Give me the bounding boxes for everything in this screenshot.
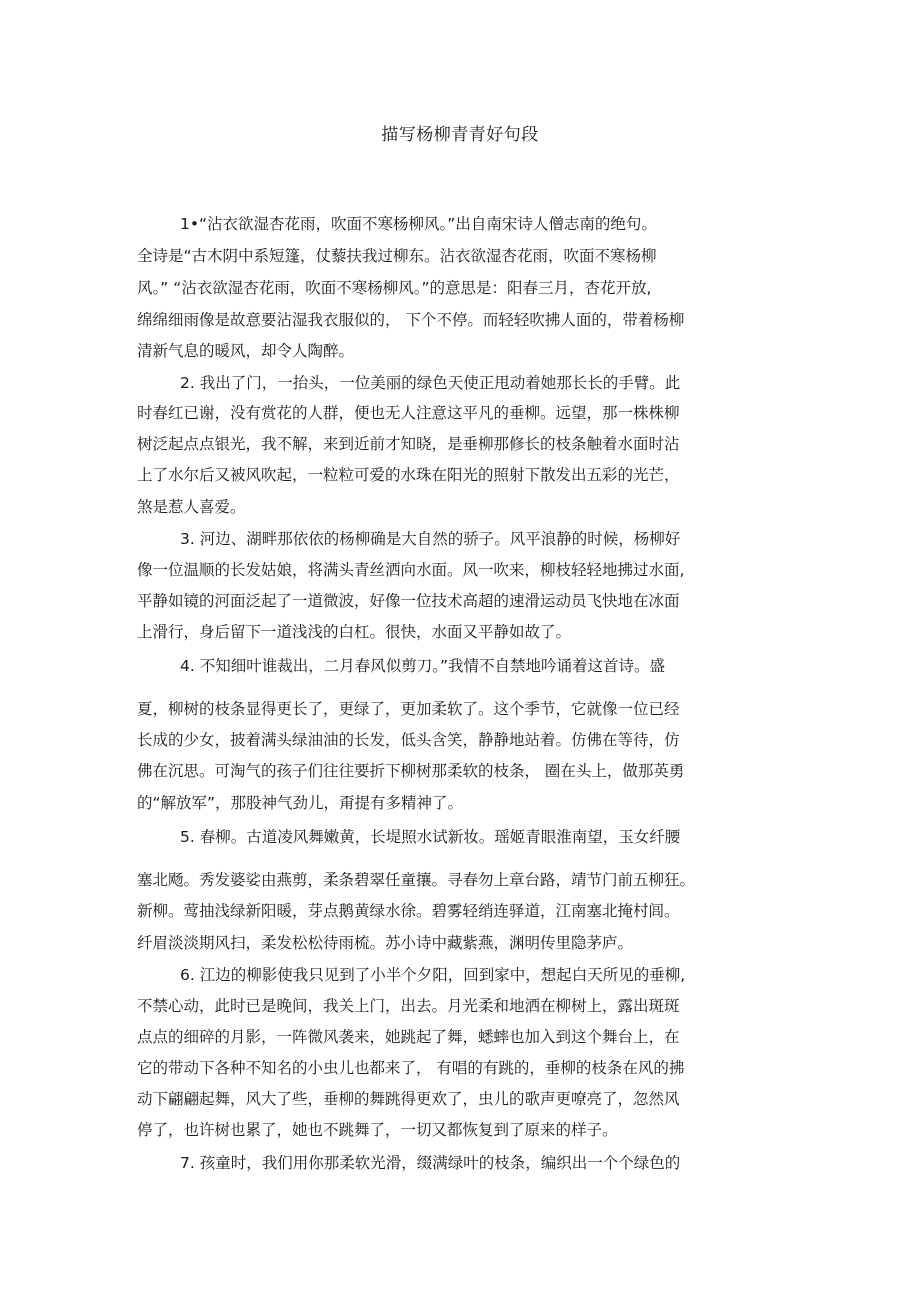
text-line: 长成的少女，披着满头绿油油的长发，低头含笑，静静地站着。仿佛在等待，仿 (137, 731, 680, 749)
text-line: 像一位温顺的长发姑娘，将满头青丝洒向水面。风一吹来，柳枝轻轻地拂过水面, (137, 561, 685, 579)
text-line: 3. 河边、湖畔那依依的杨柳确是大自然的骄子。风平浪静的时候，杨柳好 (180, 530, 681, 548)
text-line: 动下翩翩起舞，风大了些，垂柳的舞跳得更欢了，虫儿的歌声更嘹亮了，忽然风 (137, 1090, 680, 1108)
text-line: 新柳。莺抽浅绿新阳暖，芽点鹅黄绿水徐。碧雾轻绡连驿道，江南塞北掩村闾。 (137, 902, 680, 920)
text-line: 上滑行，身后留下一道浅浅的白杠。很快，水面又平静如故了。 (137, 623, 572, 641)
text-line: 1•“沾衣欲湿杏花雨，吹面不寒杨柳风。”出自南宋诗人僧志南的绝句。 (180, 215, 657, 233)
text-line: 风。” “沾衣欲湿杏花雨，吹面不寒杨柳风。”的意思是：阳春三月，杏花开放, (137, 279, 652, 297)
text-line: 停了，也许树也累了，她也不跳舞了，一切又都恢复到了原来的样子。 (137, 1121, 618, 1139)
text-line: 不禁心动，此时已是晚间，我关上门，出去。月光柔和地洒在柳树上，露出斑斑 (137, 997, 680, 1015)
text-line: 佛在沉思。可淘气的孩子们往往要折下柳树那柔软的枝条， 圈在头上，做那英勇 (137, 762, 685, 780)
text-line: 时春红已谢，没有赏花的人群，便也无人注意这平凡的垂柳。远望，那一株株柳 (137, 404, 680, 422)
text-line: 树泛起点点银光，我不解，来到近前才知晓，是垂柳那修长的枝条触着水面时沾 (137, 435, 680, 453)
text-line: 夏，柳树的枝条显得更长了，更绿了，更加柔软了。这个季节，它就像一位已经 (137, 700, 680, 718)
text-line: 全诗是“古木阴中系短篷，仗藜扶我过柳东。沾衣欲湿杏花雨，吹面不寒杨柳 (137, 247, 657, 265)
text-line: 煞是惹人喜爱。 (137, 498, 246, 516)
text-line: 上了水尔后又被风吹起，一粒粒可爱的水珠在阳光的照射下散发出五彩的光芒， (137, 466, 680, 484)
text-line: 6. 江边的柳影使我只见到了小半个夕阳，回到家中，想起白天所见的垂柳, (180, 966, 686, 984)
text-line: 2. 我出了门，一抬头，一位美丽的绿色天使正甩动着她那长长的手臂。此 (180, 374, 681, 392)
text-line: 绵绵细雨像是故意要沾湿我衣服似的， 下个不停。而轻轻吹拂人面的，带着杨柳 (137, 311, 685, 329)
text-line: 5. 春柳。古道凌风舞嫩黄，长堤照水试新妆。瑶姬青眼淮南望，玉女纤腰 (180, 828, 681, 846)
text-line: 塞北飏。秀发婆娑由燕剪，柔条碧翠任童攘。寻春勿上章台路，靖节门前五柳狂。 (137, 871, 696, 889)
text-line: 4. 不知细叶谁裁出，二月春风似剪刀。”我情不自禁地吟诵着这首诗。盛 (180, 657, 665, 675)
page-title: 描写杨柳青青好句段 (381, 125, 539, 145)
text-line: 7. 孩童时，我们用你那柔软光滑，缀满绿叶的枝条，编织出一个个绿色的 (180, 1154, 681, 1172)
text-line: 清新气息的暖风，却令人陶醉。 (137, 342, 355, 360)
text-line: 它的带动下各种不知名的小虫儿也都来了， 有唱的有跳的，垂柳的枝条在风的拂 (137, 1059, 685, 1077)
text-line: 点点的细碎的月影，一阵微风袭来，她跳起了舞，蟋蟀也加入到这个舞台上，在 (137, 1028, 680, 1046)
text-line: 平静如镜的河面泛起了一道微波，好像一位技术高超的速滑运动员飞快地在冰面 (137, 592, 680, 610)
text-line: 的“解放军”，那股神气劲儿，甭提有多精神了。 (137, 794, 464, 812)
text-line: 纤眉淡淡期风扫，柔发松松待雨梳。苏小诗中藏紫燕，渊明传里隐茅庐。 (137, 934, 634, 952)
